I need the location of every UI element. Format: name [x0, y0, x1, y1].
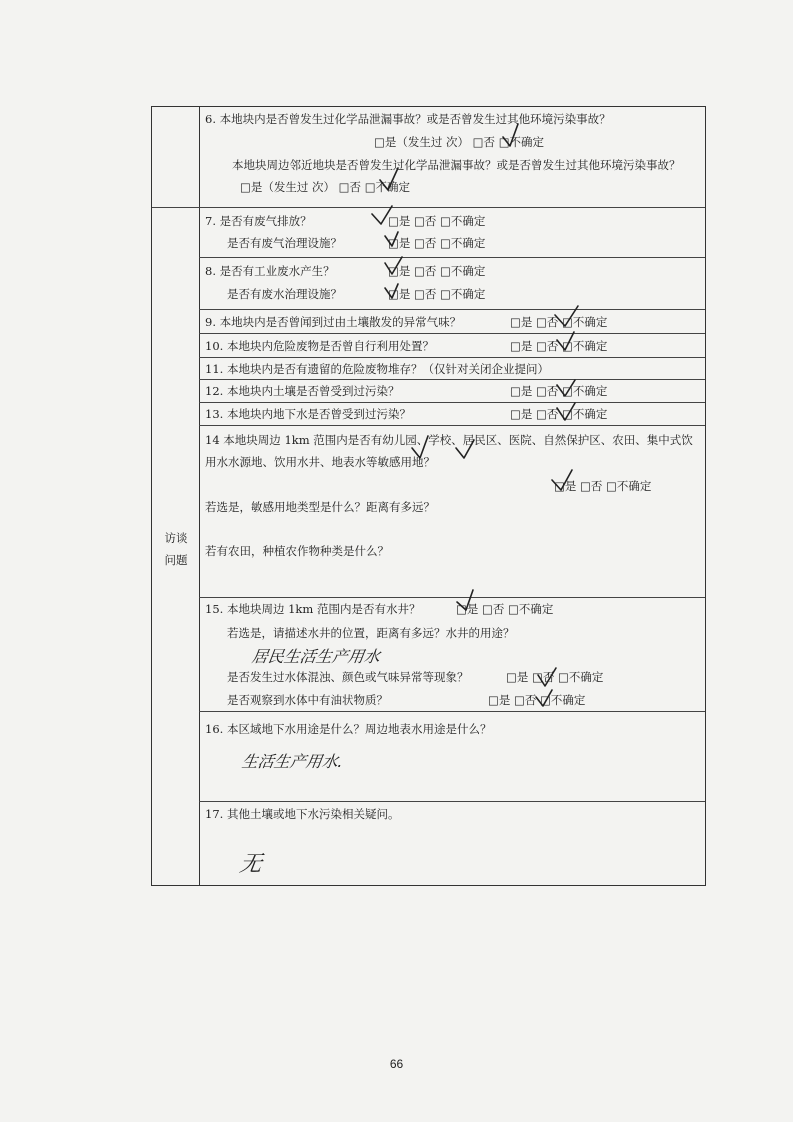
- q14-sub2: 若有农田，种植农作物种类是什么？: [205, 544, 389, 558]
- q6-text2: 本地块周边邻近地块是否曾发生过化学品泄漏事故？或是否曾发生过其他环境污染事故？: [232, 158, 681, 172]
- page-number: 66: [389, 1057, 404, 1071]
- q16-handwritten-answer: 生活生产用水.: [240, 752, 345, 771]
- q15-sub3: 是否观察到水体中有油状物质？: [227, 693, 388, 707]
- q14-text: 14 本地块周边 1km 范围内是否有幼儿园、学校、居民区、医院、自然保护区、农田、集中式饮: [205, 433, 693, 447]
- row-divider: [199, 425, 705, 426]
- q6-options2[interactable]: □是（发生过 次） □否 □不确定: [240, 180, 411, 194]
- q13-options[interactable]: □是 □否 □不确定: [510, 407, 608, 421]
- q8-text: 8. 是否有工业废水产生？: [205, 264, 335, 278]
- row-divider: [199, 357, 705, 358]
- row-divider: [199, 402, 705, 403]
- column-divider: [199, 107, 200, 885]
- q15-sub2-options[interactable]: □是 □否 □不确定: [506, 670, 604, 684]
- row-divider: [199, 597, 705, 598]
- row-divider: [199, 333, 705, 334]
- row-divider: [199, 711, 705, 712]
- q15-options[interactable]: □是 □否 □不确定: [456, 602, 554, 616]
- q16-text: 16. 本区域地下水用途是什么？周边地表水用途是什么？: [205, 722, 492, 736]
- q6-text: 6. 本地块内是否曾发生过化学品泄漏事故？或是否曾发生过其他环境污染事故？: [205, 112, 611, 126]
- q7-options2[interactable]: □是 □否 □不确定: [388, 236, 486, 250]
- q15-sub1: 若选是，请描述水井的位置，距离有多远？水井的用途？: [227, 626, 515, 640]
- interview-form-table: [151, 106, 706, 886]
- q8-text2: 是否有废水治理设施？: [227, 287, 342, 301]
- q17-text: 17. 其他土壤或地下水污染相关疑问。: [205, 807, 400, 821]
- q8-options[interactable]: □是 □否 □不确定: [388, 264, 486, 278]
- q15-sub2: 是否发生过水体混浊、颜色或气味异常等现象？: [227, 670, 469, 684]
- q7-options[interactable]: □是 □否 □不确定: [388, 214, 486, 228]
- q15-handwritten-answer: 居民生活生产用水: [250, 647, 382, 666]
- q10-text: 10. 本地块内危险废物是否曾自行利用处置？: [205, 339, 434, 353]
- section-label: 访谈 问题: [164, 531, 188, 567]
- q13-text: 13. 本地块内地下水是否曾受到过污染？: [205, 407, 411, 421]
- row-divider: [152, 207, 705, 208]
- q12-options[interactable]: □是 □否 □不确定: [510, 384, 608, 398]
- q7-text2: 是否有废气治理设施？: [227, 236, 342, 250]
- row-divider: [199, 379, 705, 380]
- q14-options[interactable]: □是 □否 □不确定: [554, 479, 652, 493]
- q8-options2[interactable]: □是 □否 □不确定: [388, 287, 486, 301]
- q17-handwritten-answer: 无: [237, 852, 264, 877]
- row-divider: [199, 309, 705, 310]
- q9-options[interactable]: □是 □否 □不确定: [510, 315, 608, 329]
- q10-options[interactable]: □是 □否 □不确定: [510, 339, 608, 353]
- row-divider: [199, 257, 705, 258]
- q14-text-cont: 用水水源地、饮用水井、地表水等敏感用地？: [205, 455, 435, 469]
- q12-text: 12. 本地块内土壤是否曾受到过污染？: [205, 384, 400, 398]
- q14-sub1: 若选是，敏感用地类型是什么？距离有多远？: [205, 500, 435, 514]
- q15-text: 15. 本地块周边 1km 范围内是否有水井？: [205, 602, 421, 616]
- q9-text: 9. 本地块内是否曾闻到过由土壤散发的异常气味？: [205, 315, 462, 329]
- q15-sub3-options[interactable]: □是 □否 □不确定: [488, 693, 586, 707]
- q11-text: 11. 本地块内是否有遗留的危险废物堆存？（仅针对关闭企业提问）: [205, 362, 549, 376]
- row-divider: [199, 801, 705, 802]
- q6-options[interactable]: □是（发生过 次） □否 □不确定: [374, 135, 545, 149]
- q7-text: 7. 是否有废气排放？: [205, 214, 312, 228]
